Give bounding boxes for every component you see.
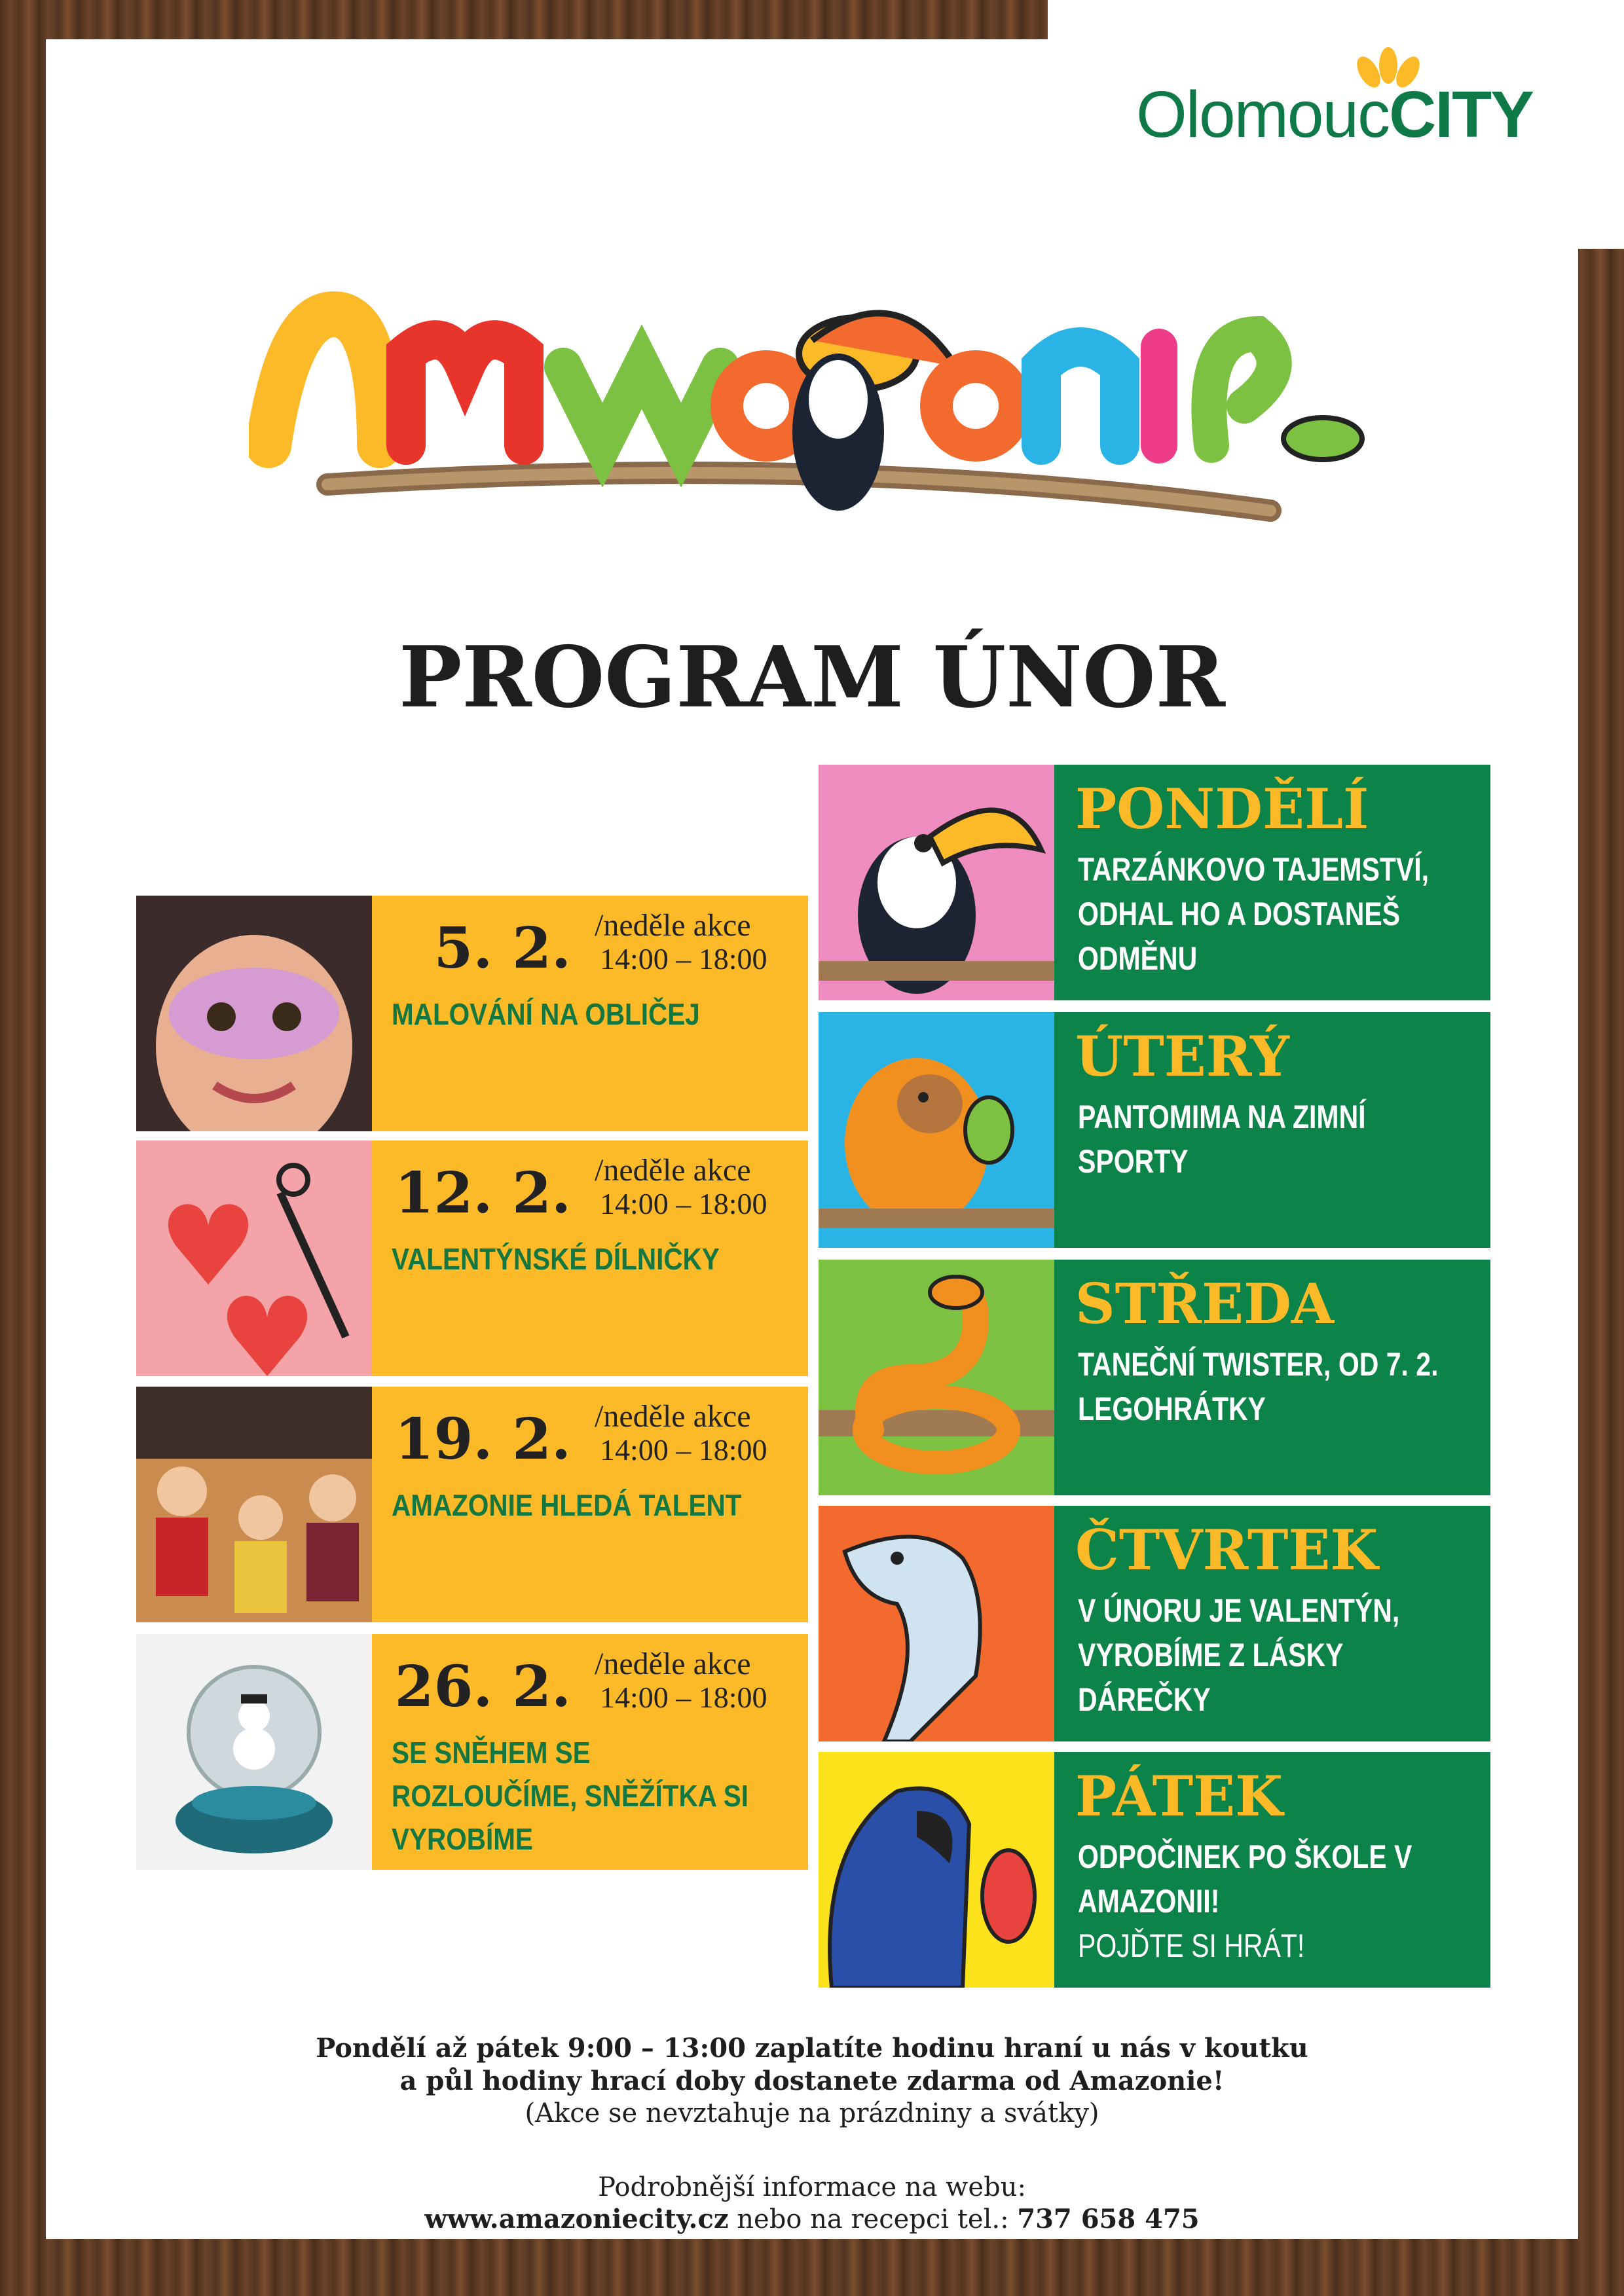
monkey-illustration: [819, 1012, 1054, 1248]
footer-info-label: Podrobnější informace na webu:: [598, 2172, 1026, 2202]
footer-contact: www.amazoniecity.cz nebo na recepci tel.: 737 658 475: [424, 2204, 1200, 2234]
event-body: [372, 1634, 808, 1870]
phone-number: 737 658 475: [1017, 2204, 1200, 2234]
day-row-thursday: [819, 1506, 1490, 1741]
event-body: [372, 1140, 808, 1376]
brand-logo: OlomoucCITY: [1136, 78, 1533, 151]
event-type: /neděle akce: [595, 908, 751, 943]
event-type: /neděle akce: [595, 1399, 751, 1434]
parrot-illustration: [819, 1752, 1054, 1988]
event-card: [136, 1634, 808, 1870]
website-link[interactable]: www.amazoniecity.cz: [424, 2204, 729, 2234]
event-name: AMAZONIE HLEDÁ TALENT: [392, 1488, 742, 1522]
day-description: TARZÁNKOVO TAJEMSTVÍ, ODHAL HO A DOSTANEŠ ODMĚNU: [1078, 851, 1430, 977]
day-name: ČTVRTEK: [1075, 1518, 1378, 1582]
event-body: [372, 896, 808, 1131]
snow-globe-photo: [136, 1634, 372, 1870]
day-description: V ÚNORU JE VALENTÝN, VYROBÍME Z LÁSKY DÁREČKY: [1078, 1592, 1400, 1718]
face-painting-photo: [136, 896, 372, 1131]
otter-illustration: [819, 1506, 1054, 1741]
event-time: 14:00 – 18:00: [600, 942, 767, 975]
toucan-illustration: [819, 765, 1054, 1000]
day-panel: [1054, 765, 1490, 1000]
event-date: 12. 2.: [394, 1160, 571, 1226]
day-description-extra: POJĎTE SI HRÁT!: [1078, 1927, 1305, 1964]
amazonie-logo: [249, 236, 1375, 602]
day-row-friday: [819, 1752, 1490, 1988]
footer-offer-line1: Pondělí až pátek 9:00 – 13:00 zaplatíte hodinu hraní u nás v koutku: [316, 2033, 1308, 2064]
event-date: 5. 2.: [434, 915, 571, 981]
event-date: 19. 2.: [394, 1406, 571, 1472]
footer-offer-line2: a půl hodiny hrací doby dostanete zdarma od Amazonie!: [399, 2066, 1225, 2096]
day-name: PÁTEK: [1075, 1764, 1283, 1829]
event-name: SE SNĚHEM SE ROZLOUČÍME, SNĚŽÍTKA SI VYROBÍME: [392, 1736, 748, 1856]
event-card: [136, 1387, 808, 1622]
event-time: 14:00 – 18:00: [600, 1187, 767, 1220]
day-description: ODPOČINEK PO ŠKOLE V AMAZONII! POJĎTE SI HRÁT!: [1078, 1834, 1464, 1968]
event-date: 26. 2.: [394, 1654, 571, 1720]
day-row-wednesday: [819, 1260, 1490, 1495]
snake-illustration: [819, 1260, 1054, 1495]
day-name: STŘEDA: [1075, 1271, 1335, 1336]
day-panel: [1054, 1752, 1490, 1988]
event-name: VALENTÝNSKÉ DÍLNIČKY: [392, 1242, 720, 1276]
event-type: /neděle akce: [595, 1153, 751, 1188]
event-card: [136, 1140, 808, 1376]
page-title: PROGRAM ÚNOR: [399, 629, 1225, 727]
day-name: ÚTERÝ: [1075, 1024, 1289, 1089]
day-panel: [1054, 1260, 1490, 1495]
event-type: /neděle akce: [595, 1647, 751, 1681]
day-description: TANEČNÍ TWISTER, OD 7. 2. LEGOHRÁTKY: [1078, 1346, 1439, 1427]
event-time: 14:00 – 18:00: [600, 1433, 767, 1467]
event-card: [136, 896, 808, 1131]
footer-note: (Akce se nevztahuje na prázdniny a svátky): [525, 2098, 1099, 2128]
day-panel: [1054, 1012, 1490, 1248]
event-body: [372, 1387, 808, 1622]
day-panel: [1054, 1506, 1490, 1741]
paper-hearts-photo: [136, 1140, 372, 1376]
day-name: PONDĚLÍ: [1075, 776, 1369, 841]
kids-party-photo: [136, 1387, 372, 1622]
day-row-monday: [819, 765, 1490, 1000]
day-description: PANTOMIMA NA ZIMNÍ SPORTY: [1078, 1099, 1366, 1180]
event-time: 14:00 – 18:00: [600, 1681, 767, 1714]
day-row-tuesday: [819, 1012, 1490, 1248]
event-name: MALOVÁNÍ NA OBLIČEJ: [392, 997, 700, 1031]
